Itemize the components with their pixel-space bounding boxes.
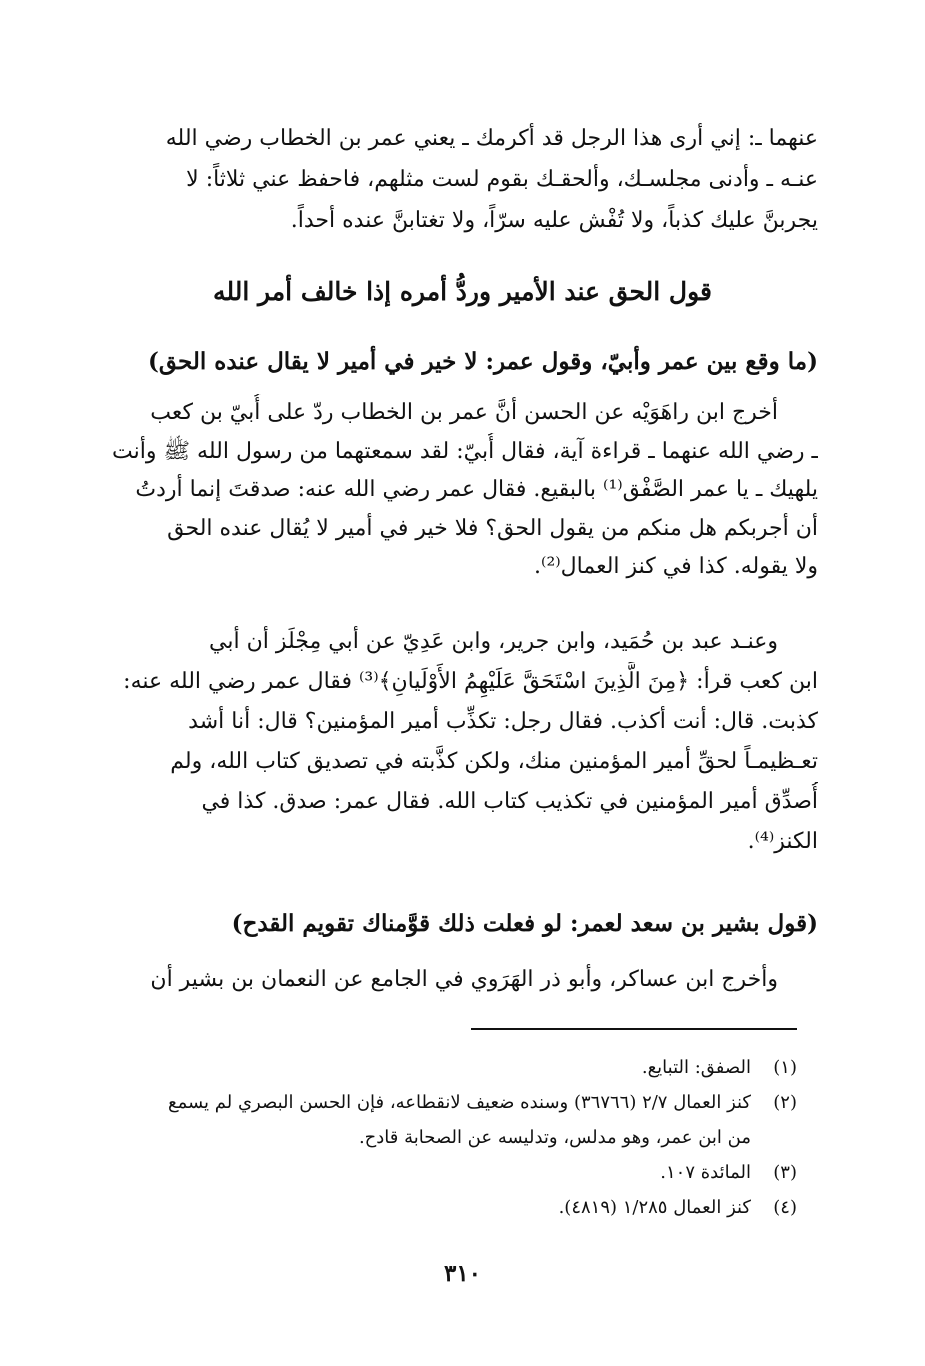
text-line: وعنـد عبد بن حُمَيد، وابن جرير، وابن عَدِيّ عن أبي مِجْلَز أن أبي [209,629,778,654]
intro-paragraph [104,118,818,241]
text-line: يجربنَّ عليك كذباً، ولا تُفْش عليه سرّاً، ولا تغتابنَّ عنده أحداً. [290,208,818,233]
footnote-text: كنز العمال ١/٢٨٥ (٤٨١٩). [558,1197,751,1218]
footnote-text: الصفق: التبايع. [641,1057,751,1078]
footnote-text: كنز العمال ٢/٧ (٣٦٧٦٦) وسنده ضعيف لانقطاعه، فإن الحسن البصري لم يسمع [168,1092,751,1113]
text-line: وأخرج ابن عساكر، وأبو ذر الهَرَوي في الجامع عن النعمان بن بشير أن [150,967,778,992]
paragraph-ibn-rahawayh [104,394,818,587]
text-line: عنهما ـ: إني أرى هذا الرجل قد أكرمك ـ يعني عمر بن الخطاب رضي الله [165,126,818,151]
footnote-divider [471,1028,797,1030]
footnote-2 [101,1085,797,1120]
section-title-umar-ubayy: (ما وقع بين عمر وأبيّ، وقول عمر: لا خير في أمير لا يقال عنده الحق) [147,348,818,375]
text-line: ولا يقوله. كذا في كنز العمال⁽²⁾. [534,554,818,579]
text-line: أُصدِّق أمير المؤمنين في تكذيب كتاب الله. فقال عمر: صدق. كذا في [201,789,818,814]
footnote-2-continuation: من ابن عمر، وهو مدلس، وتدليسه عن الصحابة قادح. [358,1127,751,1148]
paragraph-abd-bin-humayd [104,622,818,862]
text-line: أن أجربكم هل منكم من يقول الحق؟ فلا خير في أمير لا يُقال عنده الحق [167,515,818,541]
footnote-number: (٢) [773,1092,797,1113]
footnote-number: (١) [773,1057,797,1078]
footnotes [101,1050,797,1225]
footnote-number: (٣) [773,1162,797,1183]
text-line: ـ رضي الله عنهما ـ قراءة آية، فقال أُبيّ: لقد سمعتهما من رسول الله ﷺ وأنت [112,438,818,464]
footnote-number: (٤) [773,1197,797,1218]
chapter-heading: قول الحق عند الأمير وردُّ أمره إذا خالف أمر الله [213,277,712,306]
text-line: تعـظيمـاً لحقِّ أمير المؤمنين منك، ولكن كذَّبته في تصديق كتاب الله، ولم [170,749,818,774]
text-line: يلهيك ـ يا عمر الصَّفْق⁽¹⁾ بالبقيع. فقال عمر رضي الله عنه: صدقتَ إنما أردتُ [135,477,818,502]
text-line: الكنز⁽⁴⁾. [747,829,818,854]
footnote-1 [101,1050,797,1085]
footnote-3 [101,1155,797,1190]
paragraph-ibn-asakir [104,960,818,1000]
text-line: ابن كعب قرأ: ﴿مِنَ الَّذِينَ اسْتَحَقَّ عَلَيْهِمُ الأَوْلَيانِ﴾⁽³⁾ فقال عمر رضي الله عنه: [123,669,818,694]
footnote-text: المائدة ١٠٧. [660,1162,751,1183]
section-title-bashir: (قول بشير بن سعد لعمر: لو فعلت ذلك قوَّمناك تقويم القدح) [231,910,818,937]
text-line: أخرج ابن راهَوَيْه عن الحسن أنَّ عمر بن الخطاب ردّ على أُبيّ بن كعب [150,400,778,425]
page-number: ٣١٠ [443,1260,482,1287]
text-line: عنـه ـ وأدنى مجلسـك، وألحقـك بقوم لست مثلهم، فاحفظ عني ثلاثاً: لا [186,167,818,192]
text-line: كذبت. قال: أنت أكذب. فقال رجل: تكذِّب أمير المؤمنين؟ قال: أنا أشد [188,709,818,734]
footnote-4 [101,1190,797,1225]
